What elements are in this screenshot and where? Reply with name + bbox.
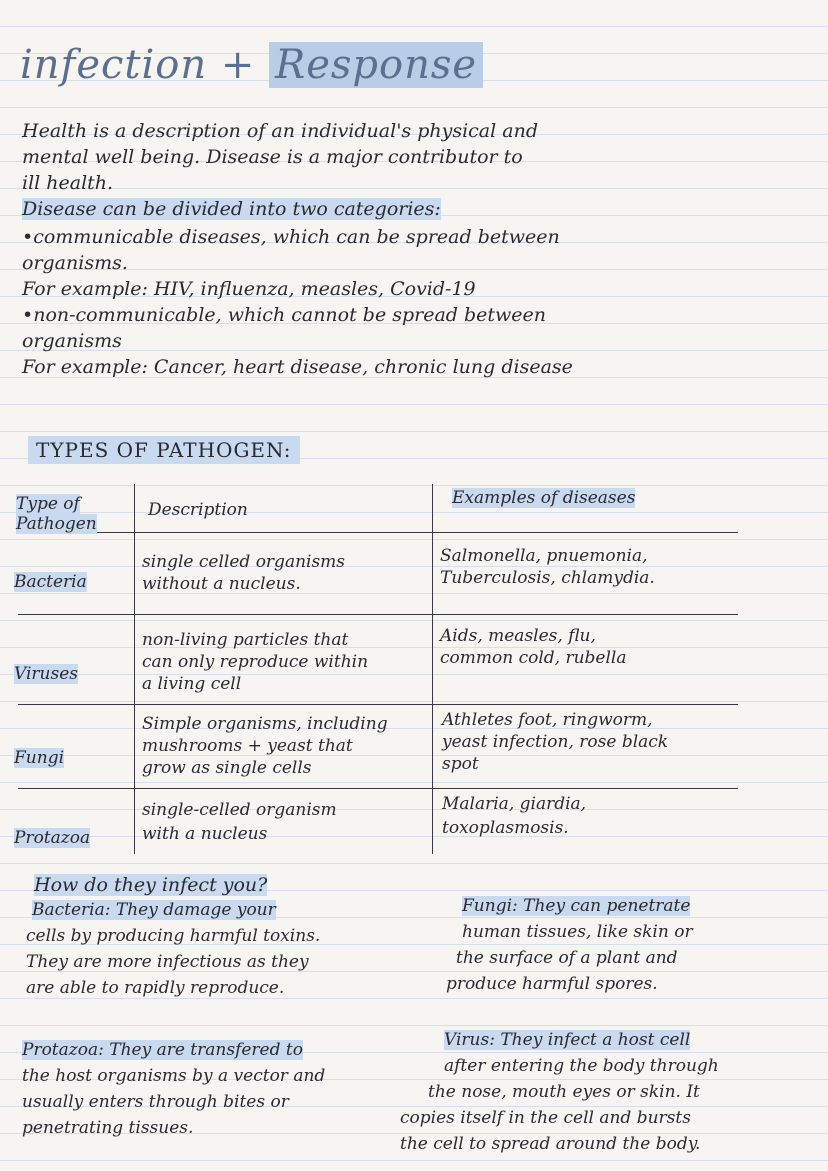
fungi-line-1-text: Fungi: They can penetrate xyxy=(462,896,691,916)
title-part-1: infection xyxy=(20,42,208,88)
intro-line-3: ill health. xyxy=(22,172,114,194)
row-protazoa-ex-1: Malaria, giardia, xyxy=(442,794,587,814)
row-protazoa-desc-1: single-celled organism xyxy=(142,800,337,820)
page-title xyxy=(20,42,483,88)
bacteria-line-1 xyxy=(32,900,276,920)
intro-line-1: Health is a description of an individual's physical and xyxy=(22,120,538,142)
bacteria-line-3: They are more infectious as they xyxy=(26,952,309,972)
row-protazoa-type-text: Protazoa xyxy=(14,828,91,848)
protazoa-line-3: usually enters through bites or xyxy=(22,1092,289,1112)
row-bacteria-ex-2: Tuberculosis, chlamydia. xyxy=(440,568,655,588)
table-divider-2 xyxy=(432,484,433,854)
virus-line-1-text: Virus: They infect a host cell xyxy=(444,1030,691,1050)
row-viruses-ex-1: Aids, measles, flu, xyxy=(440,626,596,646)
fungi-line-1 xyxy=(462,896,690,916)
row-bacteria-type xyxy=(14,572,87,592)
row-fungi-desc-3: grow as single cells xyxy=(142,758,312,778)
row-fungi-desc-2: mushrooms + yeast that xyxy=(142,736,353,756)
row-bacteria-type-text: Bacteria xyxy=(14,572,87,592)
row-protazoa-desc-2: with a nucleus xyxy=(142,824,268,844)
intro-line-4 xyxy=(22,198,441,220)
header-examples-text: Examples of diseases xyxy=(452,488,636,508)
row-protazoa-type xyxy=(14,828,90,848)
intro-line-9: organisms xyxy=(22,330,122,352)
virus-line-3: the nose, mouth eyes or skin. It xyxy=(428,1082,700,1102)
virus-line-1 xyxy=(444,1030,690,1050)
protazoa-line-2: the host organisms by a vector and xyxy=(22,1066,326,1086)
intro-line-10: For example: Cancer, heart disease, chronic lung disease xyxy=(22,356,573,378)
table-row-rule-1 xyxy=(18,614,738,615)
row-fungi-ex-3: spot xyxy=(442,754,479,774)
row-protazoa-ex-2: toxoplasmosis. xyxy=(442,818,569,838)
bacteria-line-2: cells by producing harmful toxins. xyxy=(26,926,321,946)
header-type xyxy=(16,494,128,534)
row-viruses-desc-1: non-living particles that xyxy=(142,630,349,650)
fungi-line-3: the surface of a plant and xyxy=(456,948,678,968)
intro-line-7: For example: HIV, influenza, measles, Covid-19 xyxy=(22,278,476,300)
virus-line-4: copies itself in the cell and bursts xyxy=(400,1108,691,1128)
row-viruses-desc-2: can only reproduce within xyxy=(142,652,369,672)
header-type-text: Type of Pathogen xyxy=(16,494,97,534)
row-viruses-type xyxy=(14,664,78,684)
protazoa-line-4: penetrating tissues. xyxy=(22,1118,194,1138)
row-viruses-type-text: Viruses xyxy=(14,664,78,684)
title-plus: + xyxy=(220,42,256,88)
section-heading: TYPES OF PATHOGEN: xyxy=(28,436,300,464)
row-fungi-ex-2: yeast infection, rose black xyxy=(442,732,669,752)
protazoa-line-1-text: Protazoa: They are transfered to xyxy=(22,1040,303,1060)
table-row-rule-2 xyxy=(18,704,738,705)
virus-line-5: the cell to spread around the body. xyxy=(400,1134,701,1154)
row-fungi-type xyxy=(14,748,64,768)
intro-line-6: organisms. xyxy=(22,252,128,274)
bacteria-line-4: are able to rapidly reproduce. xyxy=(26,978,285,998)
row-bacteria-ex-1: Salmonella, pnuemonia, xyxy=(440,546,648,566)
bacteria-line-1-text: Bacteria: They damage your xyxy=(32,900,276,920)
table-divider-1 xyxy=(134,484,135,854)
row-fungi-ex-1: Athletes foot, ringworm, xyxy=(442,710,653,730)
intro-line-2: mental well being. Disease is a major contributor to xyxy=(22,146,523,168)
row-fungi-desc-1: Simple organisms, including xyxy=(142,714,388,734)
protazoa-line-1 xyxy=(22,1040,303,1060)
row-viruses-ex-2: common cold, rubella xyxy=(440,648,627,668)
row-fungi-type-text: Fungi xyxy=(14,748,65,768)
table-row-rule-3 xyxy=(18,788,738,789)
intro-line-5: •communicable diseases, which can be spread between xyxy=(22,226,560,248)
row-bacteria-desc-1: single celled organisms xyxy=(142,552,346,572)
intro-line-8: •non-communicable, which cannot be spread between xyxy=(22,304,547,326)
fungi-line-4: produce harmful spores. xyxy=(446,974,658,994)
virus-line-2: after entering the body through xyxy=(444,1056,719,1076)
fungi-line-2: human tissues, like skin or xyxy=(462,922,693,942)
infect-question-text: How do they infect you? xyxy=(34,874,268,896)
intro-line-4-text: Disease can be divided into two categories: xyxy=(22,198,441,220)
row-bacteria-desc-2: without a nucleus. xyxy=(142,574,301,594)
title-part-2: Response xyxy=(269,42,483,88)
infect-question xyxy=(34,874,267,896)
header-examples xyxy=(452,488,635,508)
row-viruses-desc-3: a living cell xyxy=(142,674,242,694)
header-description: Description xyxy=(148,500,248,520)
